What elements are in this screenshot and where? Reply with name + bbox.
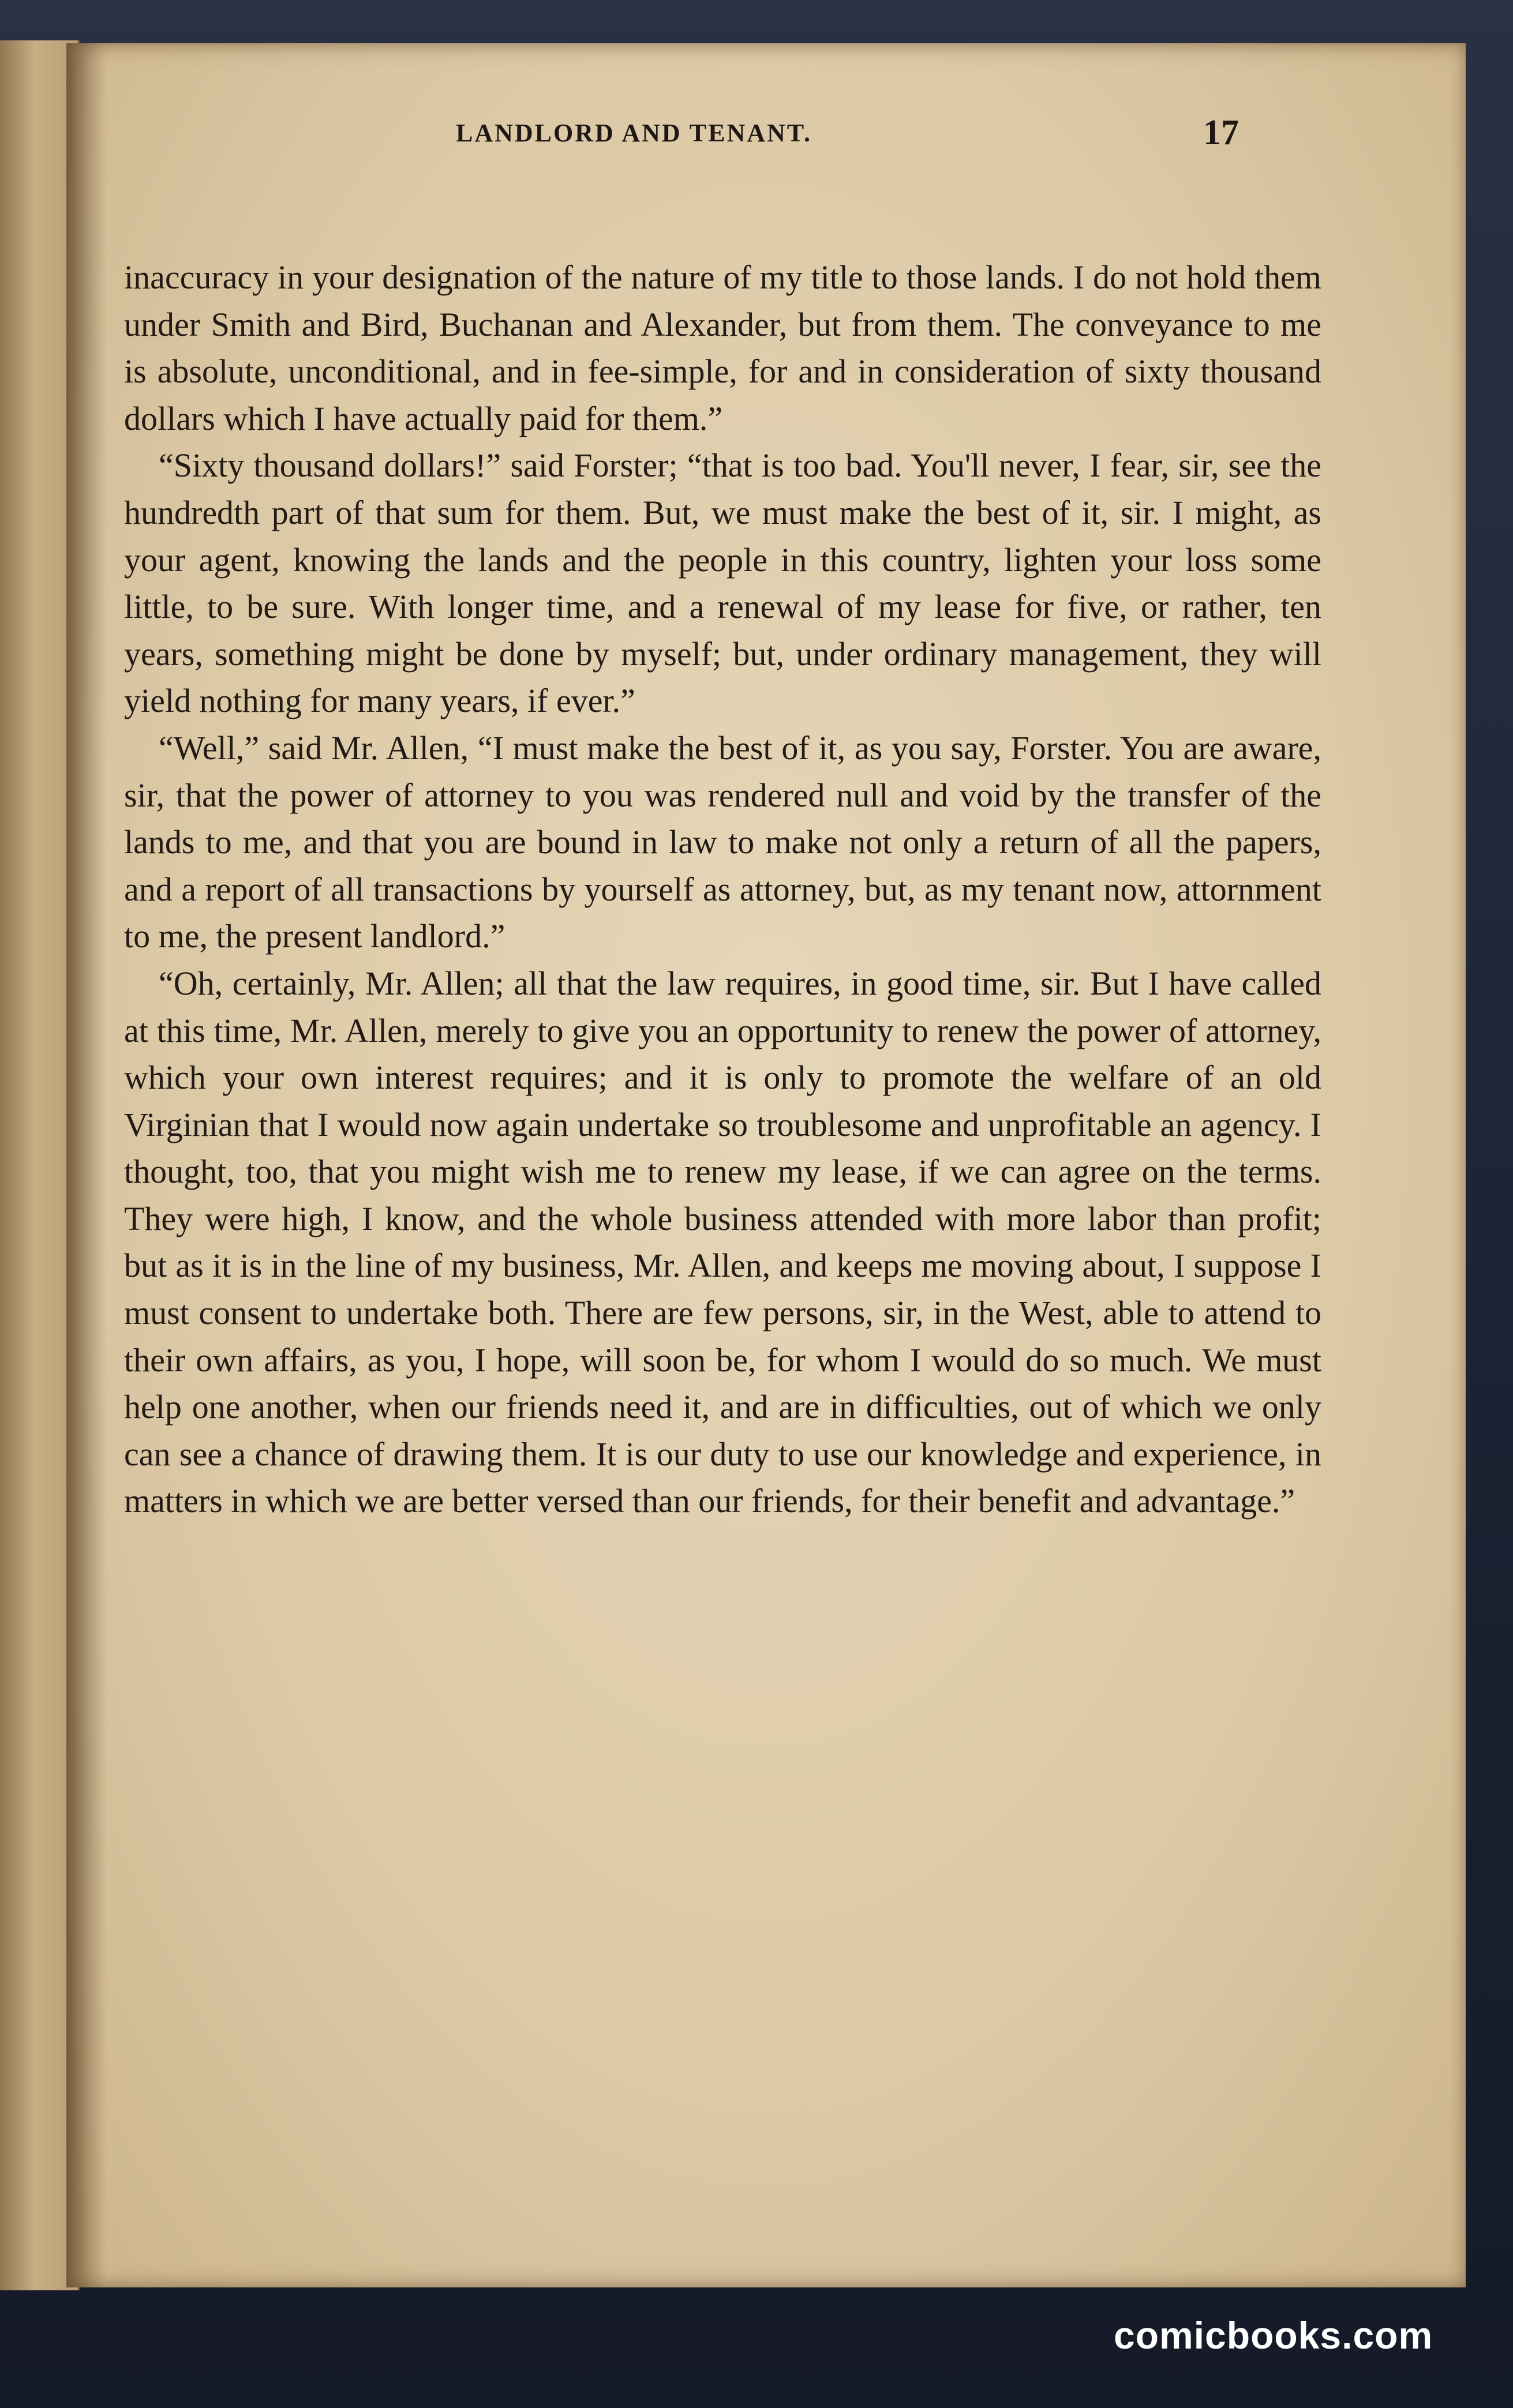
paragraph: “Oh, certainly, Mr. Allen; all that the law requires, in good time, sir. But I have called at this time, Mr. Allen, merely to give you an opportunity to renew the power of attorney, which your own interest requires; and it is only to promote the welfare of an old Virginian that I would now again undertake so troublesome and unprofitable an agency. I thought, too, that you might wish me to renew my lease, if we can agree on the terms. They were high, I know, and the whole business attended with more labor than profit; but as it is in the line of my business, Mr. Allen, and keeps me moving about, I suppose I must consent to undertake both. There are few persons, sir, in the West, able to attend to their own affairs, as you, I hope, will soon be, for whom I would do so much. We must help one another, when our friends need it, and are in difficulties, out of which we only can see a chance of drawing them. It is our duty to use our knowledge and experience, in matters in which we are better versed than our friends, for their benefit and advantage.” bbox=[124, 964, 1321, 1520]
running-head: LANDLORD AND TENANT. bbox=[456, 119, 812, 147]
paragraph: “Sixty thousand dollars!” said Forster; “that is too bad. You'll never, I fear, sir, see the hundredth part of that sum for them. But, we must make the best of it, sir. I might, as your agent, knowing the lands and the people in this country, lighten your loss some little, to be sure. With longer time, and a renewal of my lease for five, or rather, ten years, something might be done by myself; but, under ordinary management, they will yield nothing for many years, if ever.” bbox=[124, 447, 1321, 720]
watermark: comicbooks.com bbox=[1114, 2314, 1433, 2357]
paragraph: “Well,” said Mr. Allen, “I must make the best of it, as you say, Forster. You are aware, sir, that the power of attorney to you was rendered null and void by the transfer of the lands to me, and that you are bound in law to make not only a return of all the papers, and a report of all transactions by yourself as attorney, but, as my tenant now, attornment to me, the present landlord.” bbox=[124, 729, 1321, 955]
body-text bbox=[124, 254, 1321, 1525]
gutter-shadow bbox=[66, 43, 107, 2287]
paragraph: inaccuracy in your designation of the nature of my title to those lands. I do not hold them under Smith and Bird, Buchanan and Alexander, but from them. The conveyance to me is absolute, unconditional, and in fee-simple, for and in consideration of sixty thousand dollars which I have actually paid for them.” bbox=[124, 258, 1321, 437]
page-number: 17 bbox=[1203, 113, 1239, 152]
